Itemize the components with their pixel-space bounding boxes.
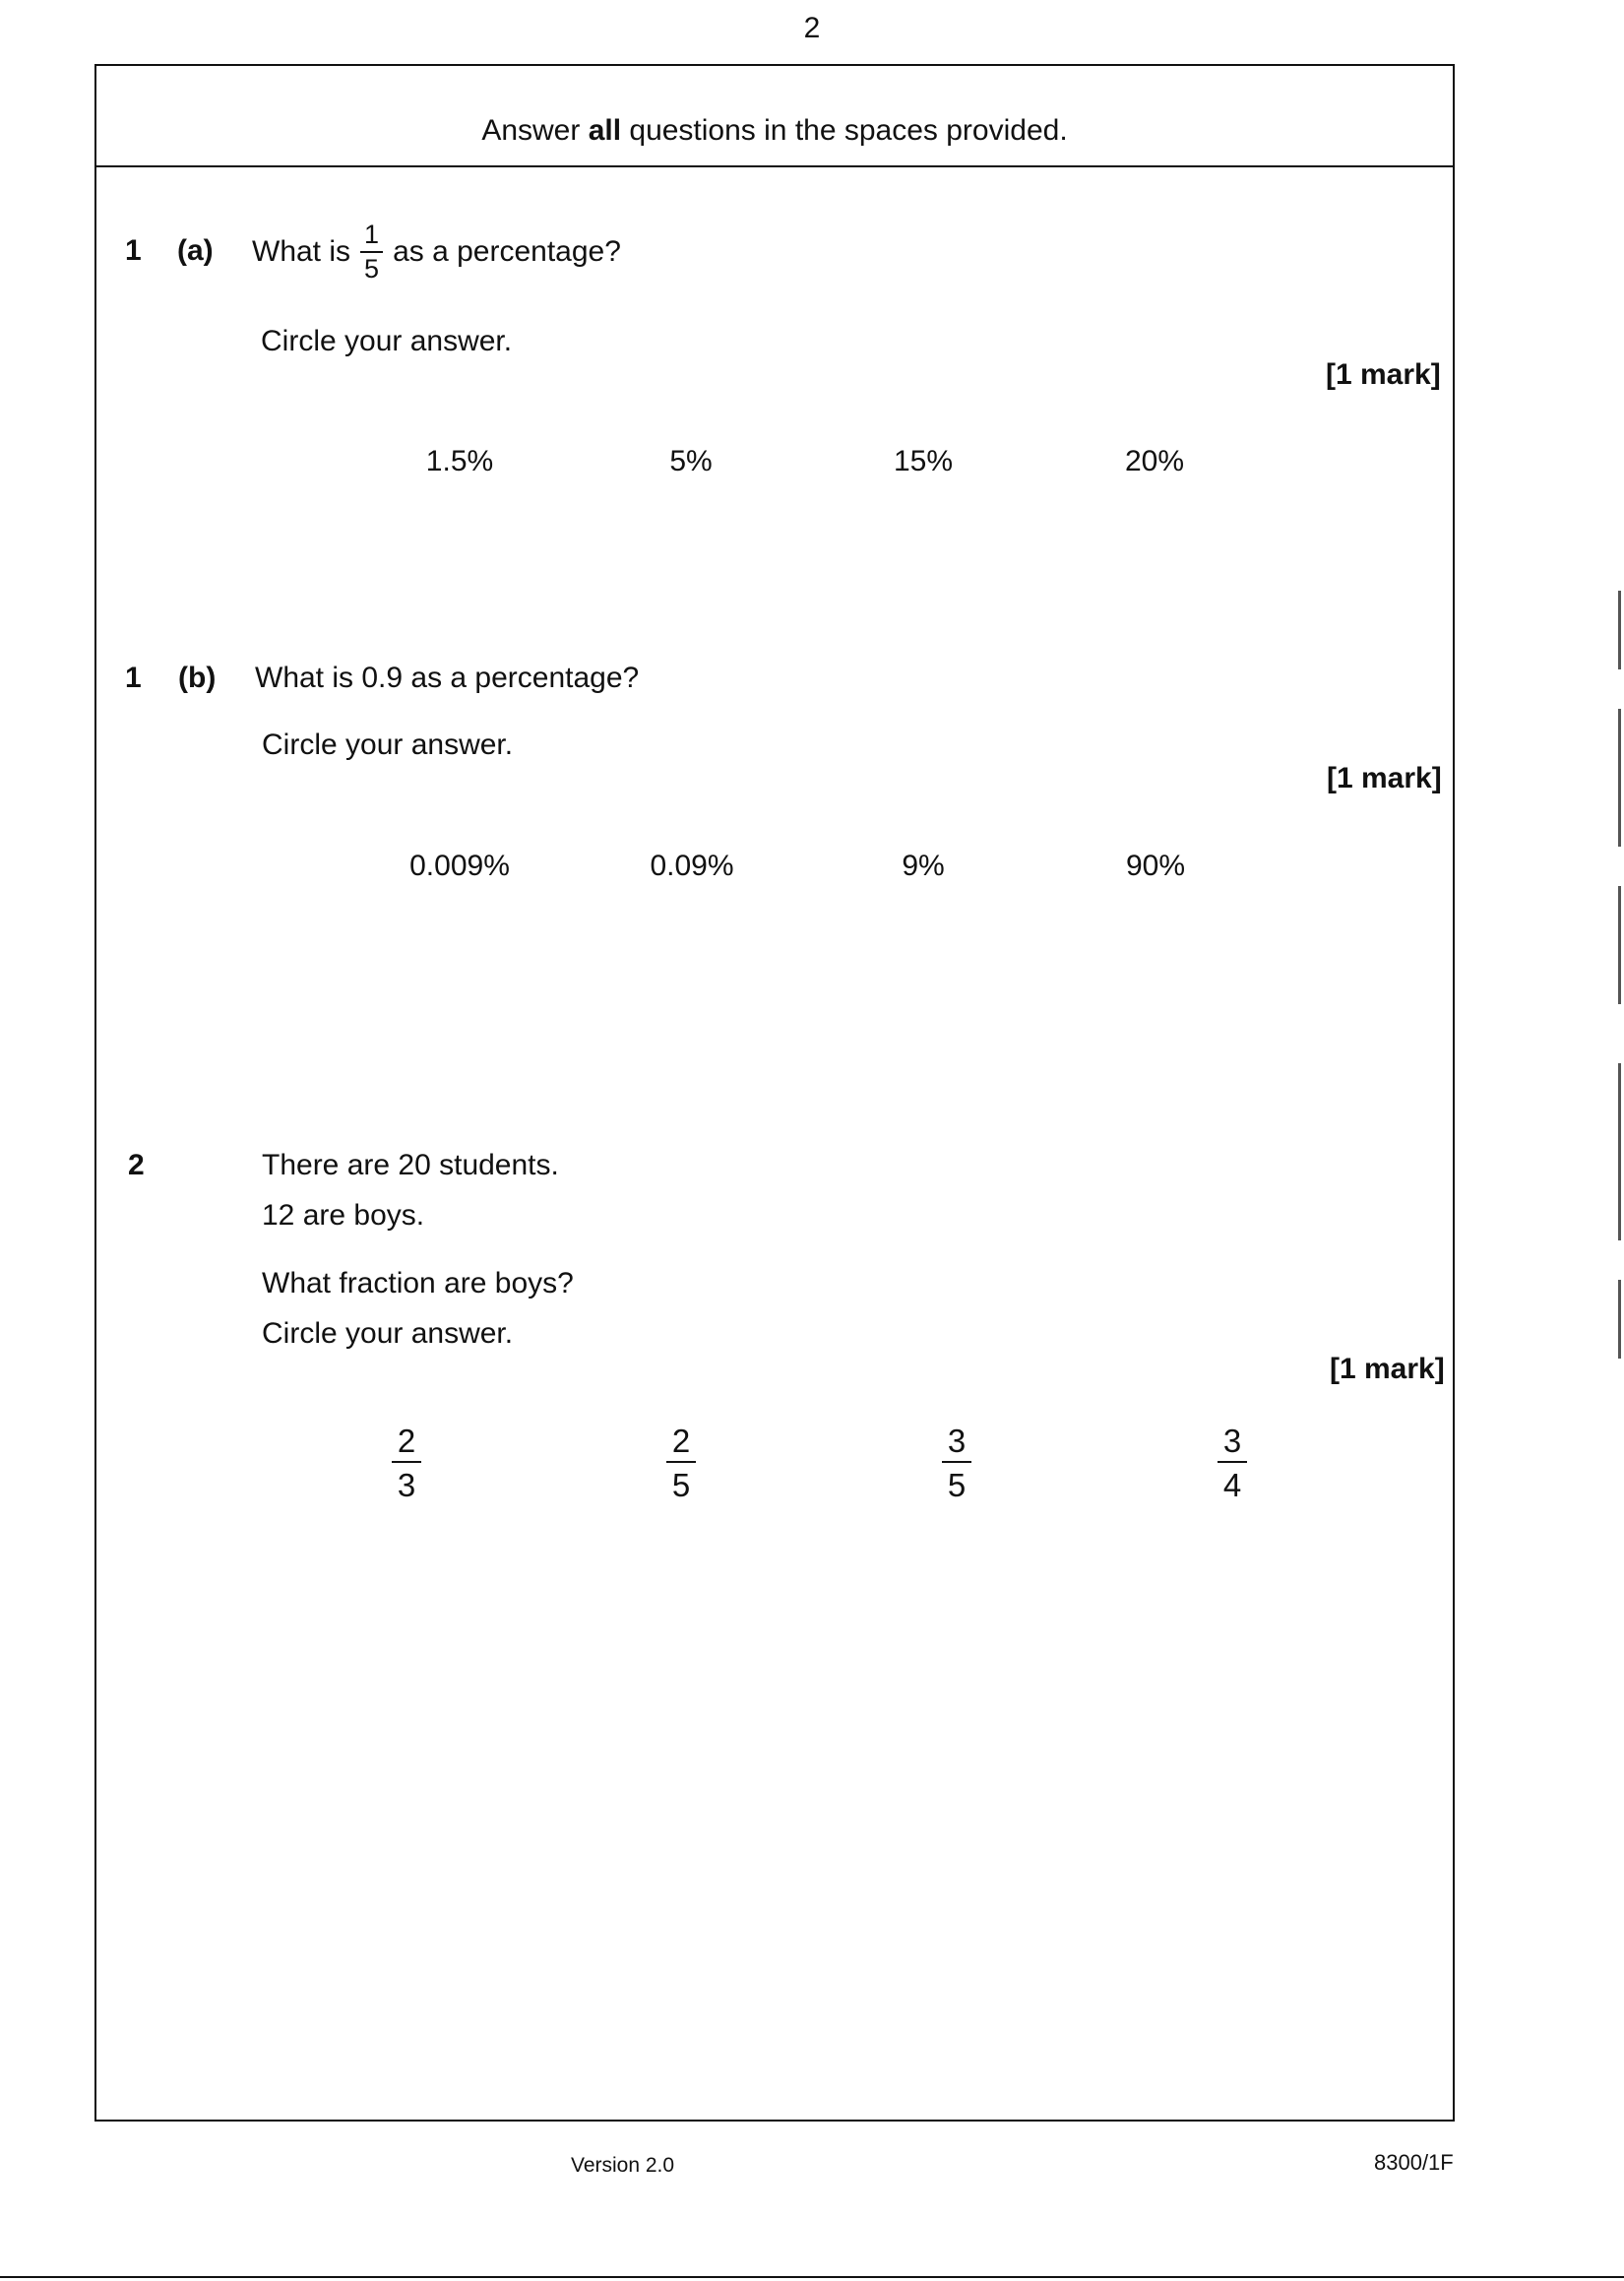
q2-line-3: What fraction are boys? [262, 1267, 574, 1299]
q2-line-1: There are 20 students. [262, 1149, 559, 1181]
footer-paper-code: 8300/1F [1374, 2150, 1454, 2175]
q1b-option[interactable]: 0.009% [409, 850, 510, 882]
scan-edge-mark [1618, 886, 1621, 1004]
scan-edge-mark [1618, 591, 1621, 669]
q2-mark: [1 mark] [1330, 1353, 1445, 1385]
instruction-banner [94, 114, 1455, 148]
q1a-number: 1 [125, 234, 142, 267]
q2-option-fraction[interactable] [642, 1425, 720, 1501]
q1a-instruction: Circle your answer. [261, 325, 513, 357]
q2-option-numerator: 2 [392, 1425, 421, 1463]
question-frame [94, 64, 1455, 2122]
q2-option-fraction[interactable] [1193, 1425, 1272, 1501]
q1a-text-before: What is [252, 235, 351, 268]
instruction-suffix: questions in the spaces provided. [621, 114, 1068, 147]
q1b-question: What is 0.9 as a percentage? [255, 662, 640, 694]
q1a-fraction-denominator: 5 [364, 254, 380, 284]
q2-option-denominator: 4 [1222, 1467, 1242, 1503]
q1b-part: (b) [178, 662, 217, 694]
q2-option-fraction[interactable] [917, 1425, 996, 1501]
q1a-text-after: as a percentage? [393, 235, 621, 268]
scan-edge-mark [1618, 1280, 1621, 1359]
scan-edge-mark [1618, 1063, 1621, 1240]
q2-instruction: Circle your answer. [262, 1317, 514, 1350]
q1a-option[interactable]: 1.5% [425, 445, 494, 477]
q2-option-fraction[interactable] [367, 1425, 446, 1501]
q1a-option[interactable]: 15% [893, 445, 954, 477]
q1a-fraction-numerator: 1 [360, 222, 383, 253]
q1a-part: (a) [177, 234, 214, 267]
q1a-question [252, 219, 621, 285]
q1b-option[interactable]: 0.09% [650, 850, 734, 882]
q2-option-numerator: 3 [942, 1425, 971, 1463]
scan-edge-mark [1618, 709, 1621, 847]
q2-number: 2 [128, 1149, 145, 1181]
footer-version: Version 2.0 [571, 2154, 675, 2177]
q1a-fraction [360, 222, 383, 283]
q2-option-denominator: 5 [671, 1467, 691, 1503]
q2-option-numerator: 3 [1218, 1425, 1247, 1463]
q2-option-denominator: 3 [397, 1467, 416, 1503]
q2-line-2: 12 are boys. [262, 1199, 425, 1232]
q1a-option[interactable]: 20% [1124, 445, 1185, 477]
q2-option-numerator: 2 [666, 1425, 696, 1463]
instruction-prefix: Answer [481, 114, 589, 147]
instruction-emphasis: all [588, 114, 622, 147]
q1a-mark: [1 mark] [1326, 358, 1441, 391]
q1b-number: 1 [125, 662, 142, 694]
q1b-option[interactable]: 90% [1125, 850, 1186, 882]
q2-option-denominator: 5 [947, 1467, 967, 1503]
q1b-option[interactable]: 9% [902, 850, 945, 882]
q1a-option[interactable]: 5% [669, 445, 713, 477]
instruction-divider [94, 165, 1455, 167]
q1b-mark: [1 mark] [1327, 762, 1442, 794]
page-number: 2 [803, 12, 821, 44]
q1b-instruction: Circle your answer. [262, 729, 514, 761]
scan-bottom-edge [0, 2276, 1624, 2278]
